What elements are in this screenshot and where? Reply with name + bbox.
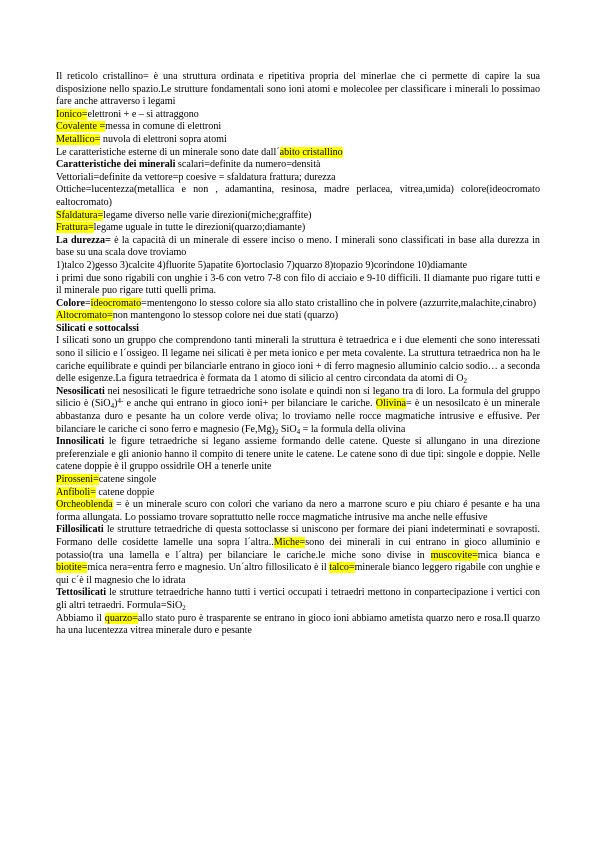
- scala-mohs-line: [56, 260, 540, 273]
- frattura-term: Frattura=: [56, 222, 94, 234]
- anfiboli-line: [56, 487, 540, 500]
- fillosilicati-text-a: le strutture tetraedriche di questa sottoclasse si uniscono per formare dei piani indeterminati e sovraposti. Formano delle cosidette lamelle una sopra l´altra..: [56, 524, 540, 548]
- sfaldatura-term: Sfaldatura=: [56, 209, 104, 221]
- olivina-formula-text: = la formula della olivina: [300, 423, 406, 435]
- silicati-heading-line: [56, 323, 540, 336]
- nesosilicati-paren: ): [114, 398, 118, 410]
- fillosilicati-text-e: minerale bianco leggero rigabile con unghie e qui c´è il magnesio che lo idrata: [56, 562, 540, 586]
- frattura-desc: legame uguale in tutte le direzioni(quarzo;diamante): [93, 222, 306, 234]
- ideocromato-term: ideocromato: [90, 297, 142, 309]
- durezza-paragraph: [56, 235, 540, 260]
- muscovite-term: muscovite=: [430, 549, 478, 561]
- covalente-line: [56, 121, 540, 134]
- pirosseni-term: Pirosseni=: [56, 474, 99, 485]
- rigabili-text: i primi due sono rigabili con unghie i 3-6 con vetro 7-8 con filo di acciaio e 9-10 difficili. Il diamante puo rigare tutti e il minerale puo rigare tutti quelli prima.: [56, 272, 540, 297]
- caratteristiche-heading: Caratteristiche dei minerali: [56, 159, 176, 171]
- caratteristiche-text: Le caratteristiche esterne di un minerale sono date dall´: [56, 146, 280, 158]
- intro-text: Il reticolo cristallino= è una struttura ordinata e ripetitiva propria del minerlae che ci permette di capire la sua disposizione nello spazio.Le strutture fondamentali sono ioni atomi e molecolee per classificare i minerali lo possimao fare anche attraverso i legami: [56, 71, 540, 108]
- innosilicati-paragraph: [56, 436, 540, 474]
- vettoriali-line: [56, 172, 540, 185]
- metallico-desc: nuvola di elettroni sopra atomi: [100, 133, 227, 145]
- miche-term: Miche=: [273, 536, 306, 548]
- anfiboli-term: Anfiboli=: [56, 486, 96, 498]
- pirosseni-line: [56, 474, 540, 487]
- intro-paragraph: [56, 71, 540, 109]
- durezza-heading: La durezza=: [56, 234, 111, 246]
- caratteristiche-minerali-line: [56, 159, 540, 172]
- caratteristiche-esterne-line: [56, 147, 540, 160]
- quarzo-term: quarzo=: [104, 612, 138, 624]
- colore-eq: =: [84, 297, 91, 309]
- scalari-text: scalari=definite da numero=densità: [175, 159, 321, 171]
- metallico-term: Metallico=: [56, 133, 101, 145]
- tettosilicati-paragraph: [56, 587, 540, 612]
- fillosilicati-text-c: mica bianca e: [477, 549, 540, 561]
- covalente-term: Covalente =: [56, 121, 106, 133]
- rigabili-paragraph: [56, 273, 540, 298]
- fillosilicati-paragraph: [56, 524, 540, 587]
- metallico-line: [56, 134, 540, 147]
- biotite-term: biotite=: [56, 562, 88, 574]
- colore-text: =mentengono lo stesso colore sia allo stato cristallino che in polvere (azzurrite,malachite,cinabro): [141, 297, 537, 309]
- olivina-sio: SiO: [278, 423, 297, 435]
- ottiche-text: Ottiche=lucentezza(metallica e non , adamantina, resinosa, madre perlacea, vitrea,umida) colore(ideocromato ealtocromato): [56, 184, 540, 208]
- olivina-sio4-subscript: 4: [296, 427, 301, 436]
- nesosilicati-text-a: nei nesosilicati le figure tetraedriche sono isolate e quindi non si legano tra di loro. La formula del gruppo silicio è (SiO: [56, 385, 540, 410]
- tettosilicati-text: le strutture tetraedriche hanno tutti i vertici occupati i tetraedri mettono in conpartecipazione i vertici con gli altri tetraedri. Formula=SiO: [56, 587, 540, 611]
- nesosilicati-heading: Nesosilicati: [56, 385, 105, 397]
- quarzo-paragraph: [56, 613, 540, 638]
- altocromato-term: Altocromato=: [56, 310, 113, 322]
- charge-superscript: 4-: [117, 397, 124, 406]
- durezza-text: è la capacità di un minerale di essere inciso o meno. I minerali sono classificati in base alla durezza in base su una scala dove troviamo: [56, 234, 540, 259]
- sfaldatura-line: [56, 210, 540, 223]
- nesosilicati-text-c: e anche qui entrano in gioco ioni+ per bilanciare le cariche.: [123, 398, 376, 410]
- quarzo-text-b: allo stato puro è trasparente se entrano in gioco ioni abbiamo ametista quarzo nero e rosa.Il quarzo ha una lucentezza vitrea minerale duro e pesante: [56, 612, 540, 637]
- silicati-paragraph: [56, 335, 540, 385]
- fillosilicati-text-b: sono dei minerali in cui entrano in gioco alluminio e potassio(tra una lamella e l´altra) per bilanciare le cariche.le miche sono divise in: [56, 536, 540, 561]
- abito-cristallino-term: abito cristallino: [279, 146, 343, 158]
- olivina-text: = è un nesosilcato è un minerale abbastanza duro e pesante ha un colore verde oliva; lo troviamo nelle rocce magmatiche intrusive e effusive. Per bilanciare le cariche ci sono ferro e magnesio (Fe,Mg): [56, 398, 541, 435]
- nesosilicati-paragraph: [56, 386, 540, 436]
- vettoriali-text: Vettoriali=definite da vettore=p coesive = sfaldatura frattura; durezza: [56, 171, 336, 183]
- orcheoblenda-paragraph: [56, 499, 540, 524]
- tettosilicati-heading: Tettosilicati: [56, 587, 107, 599]
- orcheoblenda-term: Orcheoblenda: [56, 499, 113, 511]
- altocromato-line: [56, 310, 540, 323]
- quarzo-text-a: Abbiamo il: [56, 612, 105, 624]
- fillosilicati-text-d: mica nera=entra ferro e magnesio. Un´altro fillosilicato è il: [87, 562, 330, 574]
- innosilicati-heading: Innosilicati: [56, 436, 105, 448]
- colore-paragraph: [56, 298, 540, 311]
- covalente-desc: messa in comune di elettroni: [105, 121, 222, 133]
- pirosseni-desc: catene singole: [98, 474, 157, 485]
- ionico-term: Ionico=: [56, 108, 88, 120]
- sio2-subscript: 2: [182, 603, 186, 612]
- talco-term: talco=: [329, 562, 355, 574]
- sfaldatura-desc: legame diverso nelle varie direzioni(miche;graffite): [103, 209, 312, 221]
- fillosilicati-heading: Fillosilicati: [56, 524, 104, 536]
- ottiche-line: [56, 184, 540, 209]
- sio4-subscript: 4: [110, 402, 115, 411]
- frattura-line: [56, 222, 540, 235]
- femg-subscript: 2: [274, 427, 279, 436]
- silicati-text: I silicati sono un gruppo che comprendono tanti minerali la struttura è tetraedrica e i due elementi che sono interessati sono il silicio e l´ossigeo. Il legame nei silicati è per meta ionico e per meta covalente. La struttura tetraedrica non ha le cariche equilibrate e quindi per bilanciarle entrano in gioco ioni + di ferro magnesio alluminio calcio sodio… a seconda delle esigenze.La figura tetraedrica è formata da 1 atomo di silicio al centro circondata da atomi di O: [56, 335, 540, 385]
- olivina-term: Olivina: [375, 398, 407, 410]
- innosilicati-text: le figure tetraedriche si legano assieme formando delle catene. Queste si allungano in una direzione preferenziale e gli anionio hanno il compito di tenere unite le catene. Le catene sono di due tipi: singole e doppie. Nelle catene doppie è il gruppo ossidrile OH a tenerle unite: [56, 436, 540, 473]
- o2-subscript: 2: [463, 377, 467, 386]
- colore-heading: Colore: [56, 297, 85, 309]
- altocromato-desc: non mantengono lo stessop colore nei due stati (quarzo): [112, 310, 339, 322]
- ionico-line: [56, 109, 540, 122]
- orcheoblenda-desc: = è un minerale scuro con colori che variano da nero a marrone scuro e piu chiaro é pesante e ha una forma allungata. Lo possiamo trovare soprattutto nelle rocce magmatiche intrusive ma anche nelle effusive: [56, 499, 540, 523]
- anfiboli-desc: catene doppie: [95, 486, 155, 498]
- ionico-desc: elettroni + e – si attraggono: [87, 108, 199, 120]
- scala-text: 1)talco 2)gesso 3)calcite 4)fluorite 5)apatite 6)ortoclasio 7)quarzo 8)topazio 9)corindone 10)diamante: [56, 259, 468, 271]
- silicati-heading: Silicati e sottocalssi: [56, 322, 139, 334]
